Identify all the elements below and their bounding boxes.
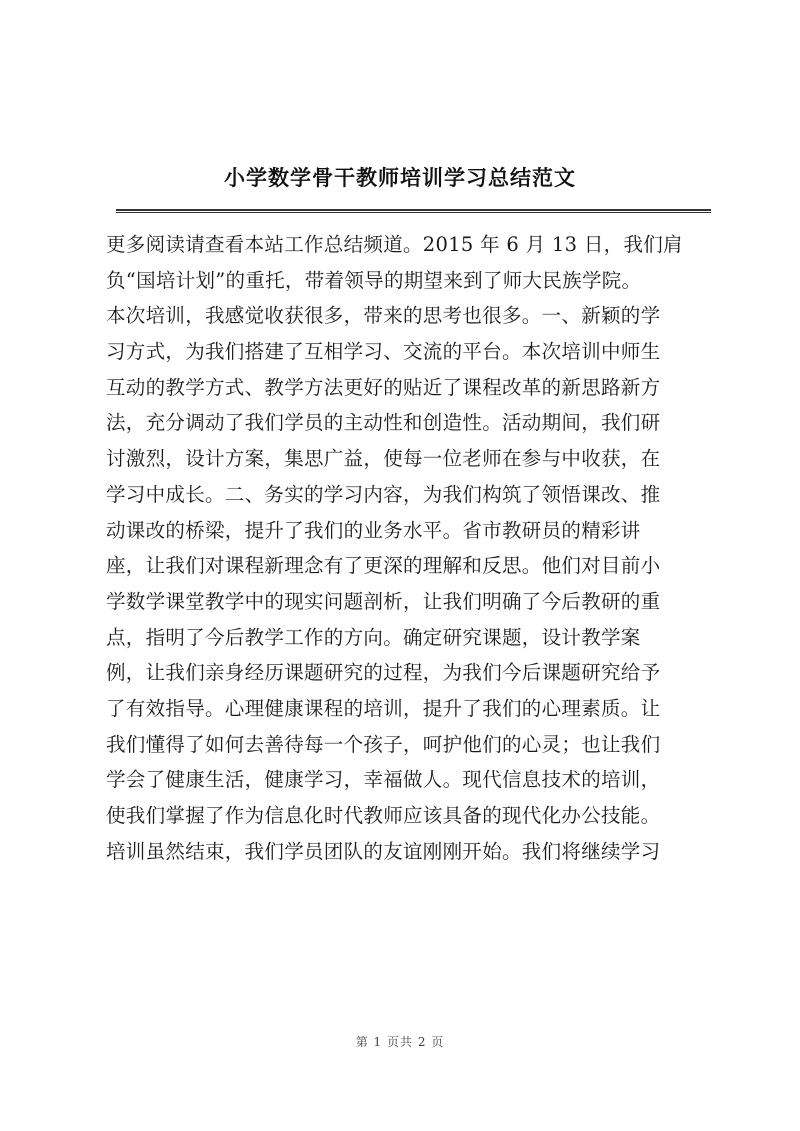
body-line: 本次培训，我感觉收获很多，带来的思考也很多。一、新颖的学: [106, 304, 661, 328]
body-line: 使我们掌握了作为信息化时代教师应该具备的现代化办公技能。: [106, 804, 661, 827]
body-line: 负“国培计划”的重托，带着领导的期望来到了师大民族学院。: [106, 268, 642, 292]
body-line: 例，让我们亲身经历课题研究的过程，为我们今后课题研究给予: [106, 661, 661, 685]
body-line: 学会了健康生活，健康学习，幸福做人。现代信息技术的培训，: [106, 768, 661, 792]
body-line: 学习中成长。二、务实的学习内容，为我们构筑了领悟课改、推: [106, 482, 661, 506]
body-line: 座，让我们对课程新理念有了更深的理解和反思。他们对目前小: [106, 554, 661, 578]
body-line: 讨激烈，设计方案，集思广益，使每一位老师在参与中收获，在: [106, 447, 661, 471]
document-body: [106, 227, 712, 869]
body-line: 法，充分调动了我们学员的主动性和创造性。活动期间，我们研: [106, 411, 661, 435]
body-line: 更多阅读请查看本站工作总结频道。2015 年 6 月 13 日，我们肩: [106, 233, 683, 256]
body-line: 互动的教学方式、教学方法更好的贴近了课程改革的新思路新方: [106, 375, 661, 399]
document-title: 小学数学骨干教师培训学习总结范文: [224, 165, 576, 190]
body-line: 学数学课堂教学中的现实问题剖析，让我们明确了今后教研的重: [106, 589, 661, 613]
body-line: 点，指明了今后教学工作的方向。确定研究课题，设计教学案: [106, 625, 641, 649]
page-footer: 第 1 页共 2 页: [355, 1035, 445, 1049]
body-line: 习方式，为我们搭建了互相学习、交流的平台。本次培训中师生: [106, 340, 661, 364]
title-divider: [116, 209, 711, 213]
body-line: 了有效指导。心理健康课程的培训，提升了我们的心理素质。让: [106, 696, 661, 720]
body-line: 我们懂得了如何去善待每一个孩子，呵护他们的心灵；也让我们: [106, 732, 661, 756]
body-line: 培训虽然结束，我们学员团队的友谊刚刚开始。我们将继续学习: [106, 839, 661, 863]
body-line: 动课改的桥梁，提升了我们的业务水平。省市教研员的精彩讲: [106, 518, 641, 542]
